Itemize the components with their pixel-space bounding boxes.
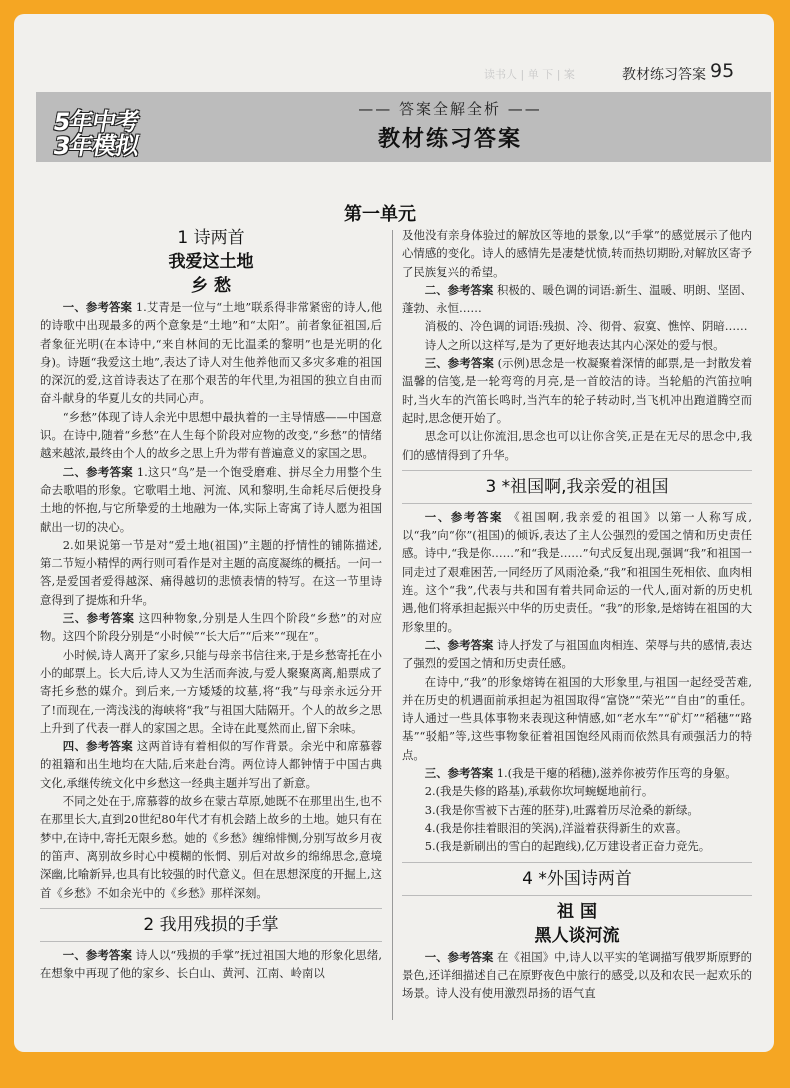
- logo-line-2: 3年模拟: [51, 132, 141, 160]
- banner-title: 教材练习答案: [377, 127, 522, 152]
- answer-paragraph: 2.如果说第一节是对“爱土地(祖国)”主题的抒情性的铺陈描述,第二节短小精悍的两行则可看作是对主题的高度凝练的概括。一问一答,是爱国者爱得越深、痛得越切的悲愤表情的特写。在这一节里诗意得到了提炼和升华。: [40, 537, 382, 607]
- answer-paragraph: 三、参考答案 (示例)思念是一枚凝聚着深情的邮票,是一封散发着温馨的信笺,是一轮弯弯的月亮,是一首皎洁的诗。当轮船的汽笛拉响时,当火车的汽笛长鸣时,当汽车的轮子转动时,当飞机冲出跑道腾空而起时,思念便开始了。: [402, 356, 752, 425]
- poem-title-3: 祖 国: [557, 901, 597, 922]
- lesson-1-title: 1 诗两首: [177, 228, 245, 248]
- poem-title-4: 黑人谈河流: [534, 925, 620, 946]
- answer-paragraph: 二、参考答案 1.这只“鸟”是一个饱受磨难、拼尽全力用整个生命去歌唱的形象。它歌唱土地、河流、风和黎明,生命耗尽后便投身土地的怀抱,与它所挚爱的土地融为一体,实际上寄寓了诗人愿为祖国献出一切的决心。: [40, 464, 382, 534]
- answer-paragraph: 消极的、冷色调的词语:残损、冷、彻骨、寂寞、憔悴、阴暗……: [424, 319, 748, 334]
- answer-paragraph: 四、参考答案 这两首诗有着相似的写作背景。余光中和席慕蓉的祖籍和出生地均在大陆,后来赴台湾。两位诗人都钟情于中国古典文化,承继传统文化中乡愁这一经典主题并写出了新意。: [40, 739, 382, 790]
- answer-paragraph: 及他没有亲身体验过的解放区等地的景象,以“手掌”的感觉展示了他内心情感的变化。诗人的感情先是凄楚忧愤,转而热切期盼,对解放区寄予了民族复兴的希望。: [402, 228, 752, 279]
- answer-paragraph: 4.(我是你挂着眼泪的笑涡),洋溢着获得新生的欢喜。: [424, 820, 688, 835]
- answer-paragraph: 一、参考答案 《祖国啊,我亲爱的祖国》以第一人称写成,以“我”向“你”(祖国)的倾诉,表达了主人公强烈的爱国之情和历史责任感。诗中,“我是你……”和“我是……”句式反复出现,强调“我”和祖国一同走过了艰难困苦,一同经历了风雨沧桑,“我”和祖国生死相依、血肉相连。这个“我”,代表与共和国有着共同命运的一代人,面对新的历史机遇,他们将承担起振兴中华的历史责任。“我”的形象,是熔铸在祖国的大形象里的。: [402, 509, 752, 634]
- right-column: [402, 226, 752, 1002]
- answer-paragraph: 2.(我是失修的路基),承载你坎坷蜿蜒地前行。: [424, 784, 654, 799]
- page-number: 95: [710, 60, 735, 82]
- lesson-2-title: 2 我用残损的手掌: [40, 908, 382, 942]
- lesson-4-title: 4 *外国诗两首: [402, 862, 752, 896]
- lesson-3-title: 3 *祖国啊,我亲爱的祖国: [402, 470, 752, 504]
- answer-paragraph: 在诗中,“我”的形象熔铸在祖国的大形象里,与祖国一起经受苦难,并在历史的机遇面前承担起为祖国取得“富饶”“荣光”“自由”的重任。诗人通过一些具体事物来表现这种情感,如“老水车”“矿灯”“稻穗”“路基”“驳船”等,这些事物象征着祖国饱经风雨而依然具有顽强活力的特点。: [402, 674, 752, 762]
- answer-paragraph: 3.(我是你雪被下古莲的胚芽),吐露着历尽沧桑的新绿。: [424, 802, 699, 817]
- answer-paragraph: 诗人之所以这样写,是为了更好地表达其内心深处的爱与恨。: [424, 337, 725, 352]
- answer-paragraph: 一、参考答案 诗人以“残损的手掌”抚过祖国大地的形象化思绪,在想象中再现了他的家乡、长白山、黄河、江南、岭南以: [40, 947, 382, 981]
- answer-paragraph: 一、参考答案 1.艾青是一位与“土地”联系得非常紧密的诗人,他的诗歌中出现最多的两个意象是“土地”和“太阳”。前者象征祖国,后者象征光明(在本诗中,“来自林间的无比温柔的黎明”也是光明的化身)。诗题“我爱这土地”,表达了诗人对生他养他而又多灾多难的祖国的深沉的爱,这首诗表达了在那个艰苦的年代里,为祖国的独立自由而奋斗献身的华夏儿女的共同心声。: [40, 300, 382, 406]
- left-column: [40, 226, 382, 982]
- unit-title: 第一单元: [344, 204, 416, 225]
- column-divider: [392, 230, 393, 1020]
- answer-paragraph: 二、参考答案 诗人抒发了与祖国血肉相连、荣辱与共的感情,表达了强烈的爱国之情和历史责任感。: [402, 637, 752, 671]
- answer-paragraph: 不同之处在于,席慕蓉的故乡在蒙古草原,她既不在那里出生,也不在那里长大,直到20世纪80年代才有机会踏上故乡的土地。她只有在梦中,在诗中,寄托无限乡愁。她的《乡愁》缠绵悱恻,分别写故乡月夜的笛声、离别故乡时心中模糊的怅惘、别后对故乡的绵绵思念,意境深幽,比喻新异,也具有比较强的时代意义。但在思想深度的开掘上,这首《乡愁》不如余光中的《乡愁》那样深刻。: [40, 794, 382, 900]
- answer-paragraph: 小时候,诗人离开了家乡,只能与母亲书信往来,于是乡愁寄托在小小的邮票上。长大后,诗人又为生活而奔波,与爱人聚聚离离,船票成了寄托乡愁的媒介。到后来,一方矮矮的坟墓,将“我”与母亲永远分开了!而现在,一湾浅浅的海峡将“我”与祖国大陆隔开。个人的故乡之思上升到了代表一群人的家国之思。全诗在此戛然而止,留下余味。: [40, 647, 382, 735]
- banner-subtitle: —— 答案全解全析 ——: [358, 100, 542, 118]
- answer-paragraph: 二、参考答案 积极的、暖色调的词语:新生、温暖、明朗、坚固、蓬勃、永恒……: [402, 282, 752, 316]
- answer-paragraph: “乡愁”体现了诗人余光中思想中最执着的一主导情感——中国意识。在诗中,随着“乡愁”在人生每个阶段对应物的改变,“乡愁”的情绪越来越浓,最终由个人的故乡之思上升为带有普遍意义的家国之思。: [40, 409, 382, 461]
- answer-paragraph: 三、参考答案 1.(我是干瘪的稻穗),滋养你被劳作压弯的身躯。: [424, 766, 737, 781]
- answer-paragraph: 三、参考答案 这四种物象,分别是人生四个阶段“乡愁”的对应物。这四个阶段分别是“小时候”“长大后”“后来”“现在”。: [40, 611, 382, 644]
- header-faint-text: 读书人 | 单 下 | 案: [484, 68, 575, 81]
- poem-title-1: 我爱这土地: [168, 252, 254, 272]
- answer-paragraph: 一、参考答案 在《祖国》中,诗人以平实的笔调描写俄罗斯原野的景色,还详细描述自己在原野夜色中旅行的感受,以及和农民一起欢乐的场景。诗人没有使用激烈昂扬的语气直: [402, 949, 752, 1001]
- header-title: 教材练习答案: [622, 67, 706, 83]
- answer-paragraph: 思念可以让你流泪,思念也可以让你含笑,正是在无尽的思念中,我们的感情得到了升华。: [402, 429, 752, 462]
- answer-paragraph: 5.(我是新刷出的雪白的起跑线),亿万建设者正奋力竞先。: [424, 839, 711, 854]
- logo-line-1: 5年中考: [51, 108, 141, 136]
- brand-logo: [44, 96, 164, 162]
- poem-title-2: 乡 愁: [191, 276, 231, 296]
